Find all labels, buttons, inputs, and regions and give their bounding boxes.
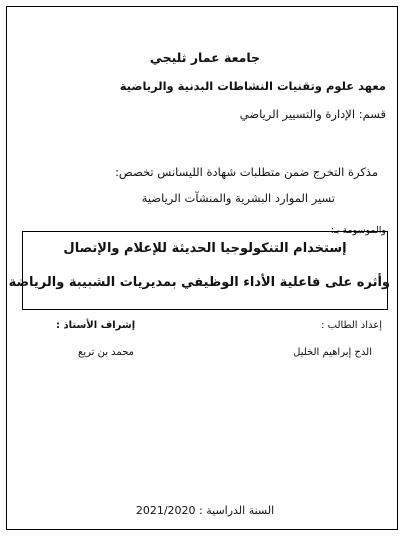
supervisor-name: محمد بن تريع bbox=[78, 347, 135, 358]
student-name: الدح إبراهيم الخليل bbox=[293, 347, 372, 358]
academic-year-label: السنة الدراسية : bbox=[199, 504, 275, 517]
thesis-title-line-2: وأثره على فاعلية الأداء الوظيفي بمديريات الشبيبة والرياضة bbox=[8, 275, 390, 290]
academic-year-value: 2021/2020 bbox=[135, 504, 196, 517]
specialty: تسير الموارد البشرية والمنشآت الرياضية bbox=[141, 191, 335, 205]
supervisor-label: إشراف الأستاذ : bbox=[56, 320, 136, 331]
titled-label: والموسومة بـ: bbox=[330, 225, 386, 236]
academic-year bbox=[0, 505, 410, 516]
memo-intro: مذكرة التخرج ضمن متطلبات شهادة الليسانس تخصص: bbox=[115, 165, 378, 179]
department-name: قسم: الإدارة والتسيير الرياضي bbox=[239, 107, 386, 121]
institute-name: معهد علوم وتقنيات النشاطات البدنية والرياضية bbox=[119, 79, 386, 93]
student-label: إعداد الطالب : bbox=[321, 320, 382, 331]
thesis-title-line-1: إستخدام التنكولوجيا الحديثة للإعلام والإتصال bbox=[63, 241, 347, 256]
university-name: جامعة عمار ثليجي bbox=[149, 50, 261, 65]
